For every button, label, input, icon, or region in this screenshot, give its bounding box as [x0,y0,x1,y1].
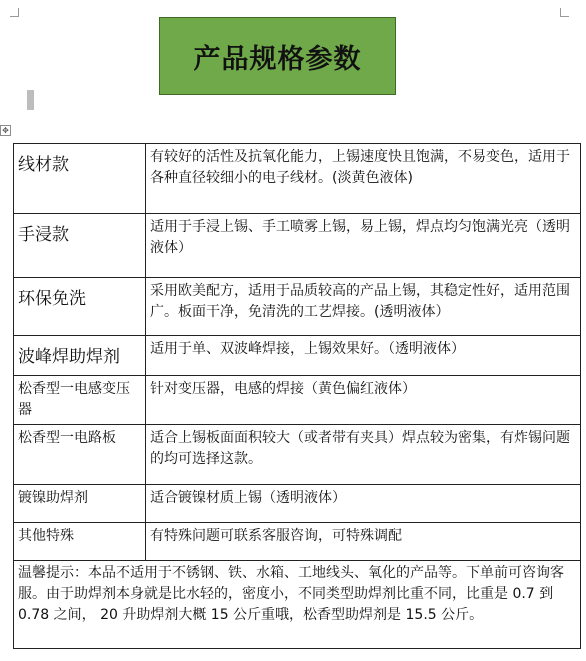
table-row [14,376,581,425]
product-description: 采用欧美配方，适用于品质较高的产品上锡，其稳定性好，适用范围广。板面干净，免清洗的工艺焊接。(透明液体） [146,278,581,336]
product-name: 松香型一电感变压器 [14,376,146,425]
product-name: 环保免洗 [14,278,146,336]
page-corner-mark-left [10,8,19,17]
table-row [14,214,581,278]
tip-cell [14,561,581,649]
tip-text: 温馨提示：本品不适用于不锈钢、铁、水箱、工地线头、氧化的产品等。下单前可咨询客服。由于助焊剂本身就是比水轻的，密度小，不同类型助焊剂比重不同，比重是 0.7 到 0.78 之间， 20 升助焊剂大概 15 公斤重哦，松香型助焊剂是 15.5 公斤。 [18,565,564,623]
page-corner-mark-right [560,8,569,17]
product-description: 针对变压器，电感的焊接（黄色偏红液体） [146,376,581,425]
spec-table [13,143,581,649]
page-title: 产品规格参数 [193,43,362,75]
product-name: 波峰焊助焊剂 [14,336,146,376]
title-banner [159,17,396,95]
product-description: 适用于手浸上锡、手工喷雾上锡，易上锡，焊点均匀饱满光亮（透明液体） [146,214,581,278]
text-cursor [27,90,34,110]
table-row [14,485,581,523]
product-description: 适合镀镍材质上锡（透明液体） [146,485,581,523]
product-description: 适用于单、双波峰焊接，上锡效果好。（透明液体） [146,336,581,376]
table-move-handle-icon[interactable]: ✥ [0,125,11,136]
product-description: 有特殊问题可联系客服咨询，可特殊调配 [146,523,581,561]
table-row [14,336,581,376]
product-name: 手浸款 [14,214,146,278]
table-row [14,278,581,336]
table-row [14,561,581,649]
table-row [14,523,581,561]
product-description: 有较好的活性及抗氧化能力，上锡速度快且饱满，不易变色，适用于各种直径较细小的电子线材。(淡黄色液体) [146,144,581,214]
table-row [14,144,581,214]
product-name: 松香型一电路板 [14,425,146,485]
table-row [14,425,581,485]
product-name: 镀镍助焊剂 [14,485,146,523]
product-description: 适合上锡板面面积较大（或者带有夹具）焊点较为密集，有炸锡问题的均可选择这款。 [146,425,581,485]
product-name: 其他特殊 [14,523,146,561]
product-name: 线材款 [14,144,146,214]
